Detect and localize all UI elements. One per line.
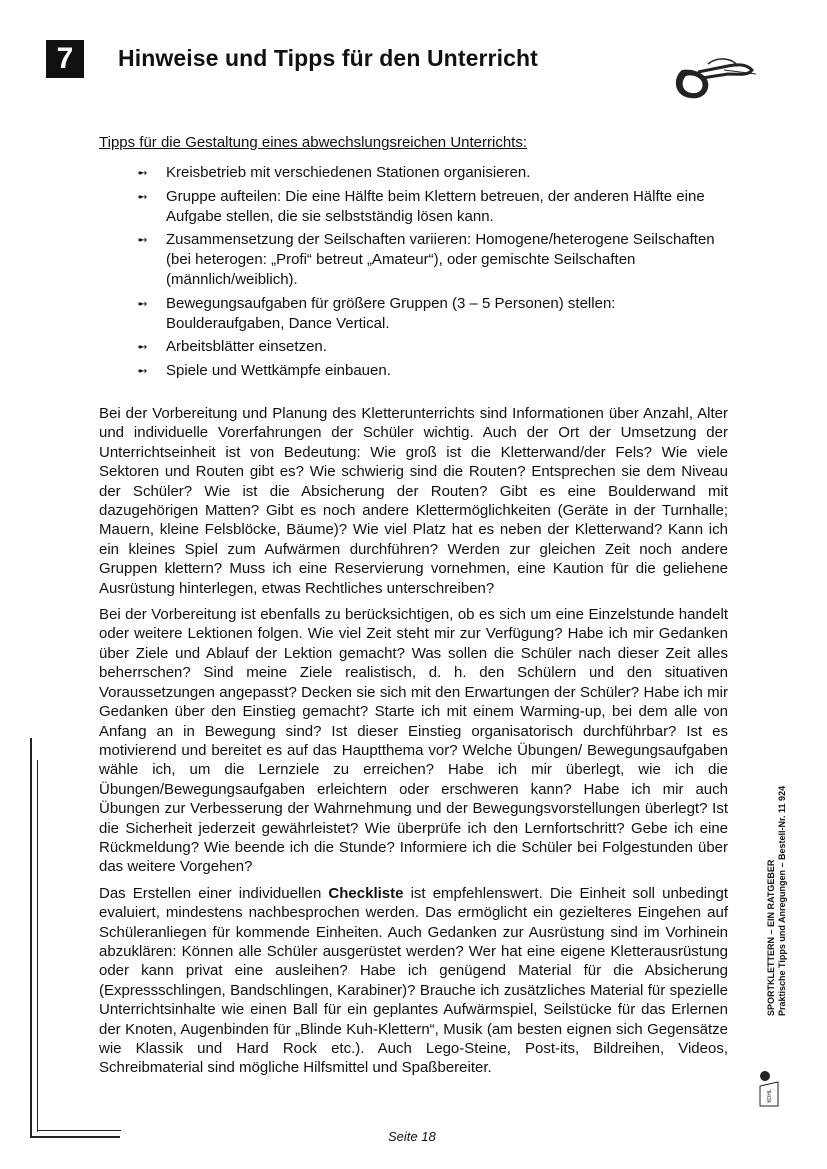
arrow-bullet-icon: ➻: [137, 295, 148, 311]
paragraph-planning: Bei der Vorbereitung und Planung des Kletterunterrichts sind Informationen über Anzahl, Alter und individuelle Vorerfahrungen der Schüler wichtig. Auch der Ort der Umsetzung der Unterrichtseinheit ist von Bedeutung: Wie groß ist die Kletterwand/der Fels? Wie viele Sektoren und Routen gibt es? Wie schwierig sind die Routen? Entsprechen sie dem Niveau der Schüler? Wie ist die Absicherung der Routen? Gibt es eine Boulderwand mit dazugehörigen Matten? Gibt es noch andere Klettermöglichkeiten (Geräte in der Turnhalle; Mauern, kleine Felsblöcke, Bäume)? Wie viel Platz hat es neben der Kletterwand? Kann ich ein kleines Spiel zum Aufwärmen durchführen? Werden zur gleichen Zeit noch andere Gruppen klettern? Muss ich eine Reservierung vornehmen, eine Kaution für die geliehene Ausrüstung hinterlegen, etwas Rechtliches unterschreiben?: [99, 405, 728, 597]
arrow-bullet-icon: ➻: [137, 339, 148, 354]
checklist-text-before: Das Erstellen einer individuellen: [99, 884, 329, 902]
side-credit-title: SPORTKLETTERN – EIN RATGEBER: [766, 859, 776, 1016]
chapter-number: 7: [56, 42, 74, 75]
body-text: [99, 404, 728, 1085]
tips-list: [137, 163, 737, 384]
tip-text: Bewegungsaufgaben für größere Gruppen (3 – 5 Personen) stellen: Boulderaufgaben, Dance Vertical.: [166, 294, 616, 332]
list-item: [137, 230, 737, 290]
list-item: [137, 294, 737, 334]
paragraph-checklist: [99, 884, 728, 1078]
page-number: Seite 18: [388, 1129, 436, 1144]
arrow-bullet-icon: ➻: [137, 362, 148, 378]
frame-line: [30, 1136, 120, 1138]
checklist-keyword: Checkliste: [328, 884, 404, 902]
frame-line: [37, 1130, 121, 1131]
publisher-logo: [758, 1068, 780, 1108]
tip-text: Gruppe aufteilen: Die eine Hälfte beim Klettern betreuen, der anderen Hälfte eine Aufgabe stellen, die sie selbstständig lösen kann.: [166, 187, 705, 225]
frame-line: [37, 760, 38, 1132]
checklist-text-after: ist empfehlenswert. Die Einheit soll unbedingt evaluiert, mindestens nachbesprochen werden. Das ermöglicht ein gezielteres Eingehen auf Schüleranliegen für kommende Einheiten. Auch Gedanken zur Ausrüstung sind im Vorhinein abzuklären: Können alle Schüler ausgerüstet werden? Wer hat eine eigene Kletterausrüstung oder kann privat eine ausleihen? Habe ich genügend Material für die Absicherung (Expressschlingen, Bandschlingen, Karabiner)? Brauche ich zusätzliches Material für spezielle Unterrichtsinhalte wie einen Ball für ein geplantes Aufwärmspiel, Seilstücke für das Erlernen der Knoten, Augenbinden für „Blinde Kuh-Klettern“, Musik (am besten eignen sich Gegensätze wie Klassik und Hard Rock etc.). Auch Lego-Steine, Post-its, Bildreihen, Videos, Schreibmaterial sind mögliche Hilfsmittel und Spaßbereiter.: [99, 884, 728, 1077]
list-item: [137, 337, 737, 357]
list-item: [137, 187, 737, 227]
tip-text: Spiele und Wettkämpfe einbauen.: [166, 361, 391, 379]
carabiner-icon: [668, 52, 758, 104]
svg-text:KOHL: KOHL: [767, 1089, 773, 1103]
list-item: [137, 163, 737, 183]
tip-text: Zusammensetzung der Seilschaften variieren: Homogene/heterogene Seilschaften (bei heterogen: „Profi“ betreut „Amateur“), oder gemischte Seilschaften (männlich/weiblich).: [166, 231, 715, 288]
frame-line: [30, 738, 32, 1138]
page-title: Hinweise und Tipps für den Unterricht: [118, 45, 538, 71]
side-credit: [766, 716, 788, 1016]
arrow-bullet-icon: ➻: [137, 165, 148, 180]
arrow-bullet-icon: ➻: [137, 232, 148, 247]
paragraph-preparation: Bei der Vorbereitung ist ebenfalls zu berücksichtigen, ob es sich um eine Einzelstunde handelt oder weitere Lektionen folgen. Wie viel Zeit steht mir zur Verfügung? Habe ich mir Gedanken über Ziele und Ablauf der Lektion gemacht? Was sollen die Schüler nach dieser Zeit alles beherrschen? Sind meine Ziele realistisch, d. h. den Schülern und den situativen Voraussetzungen angepasst? Decken sie sich mit den Erwartungen der Schüler? Habe ich mir Gedanken über den Einstieg gemacht? Starte ich mit einem Warming-up, bei dem alle von Anfang an in Bewegung sind? Ist dieser Einstieg organisatorisch durchführbar? Ist es motivierend und bereitet es auf das Hauptthema vor? Welche Übungen/ Bewegungsaufgaben wähle ich, um die Lernziele zu erreichen? Habe ich mir überlegt, wie ich die Übungen/Bewegungsaufgaben erleichtern oder erschweren kann? Habe ich mir auch Übungen zur Verbesserung der Wahrnehmung und der Bewegungsvorstellungen überlegt? Ist die Sicherheit jederzeit gewährleistet? Wie überprüfe ich den Lernfortschritt? Gebe ich eine Rückmeldung? Wie beende ich die Stunde? Informiere ich die Schüler bei Folgestunden über das weitere Vorgehen?: [99, 606, 728, 876]
tips-heading: Tipps für die Gestaltung eines abwechslungsreichen Unterrichts:: [99, 134, 527, 151]
chapter-number-box: [46, 40, 84, 78]
side-credit-order: Praktische Tipps und Anregungen – Bestell-Nr. 11 924: [777, 785, 787, 1016]
arrow-bullet-icon: ➻: [137, 188, 148, 204]
list-item: [137, 361, 737, 381]
tip-text: Arbeitsblätter einsetzen.: [166, 338, 327, 355]
tip-text: Kreisbetrieb mit verschiedenen Stationen organisieren.: [166, 164, 531, 181]
